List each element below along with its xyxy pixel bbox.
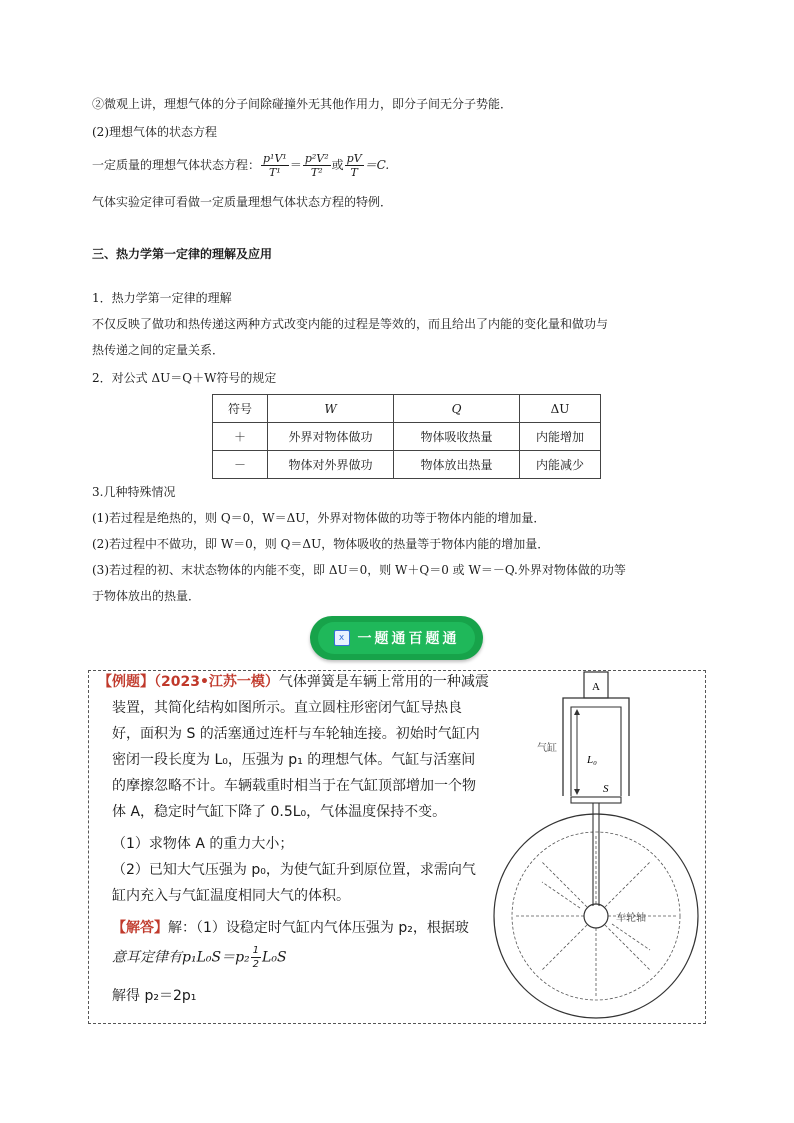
label-axle: 车轮轴 (616, 913, 646, 924)
example-text-1: 气体弹簧是车辆上常用的一种减震 (278, 674, 489, 690)
banner-icon: x (334, 630, 350, 646)
answer-tag: 【解答】 (112, 920, 168, 936)
gas-spring-diagram (480, 668, 704, 1022)
example-source: （2023•江苏一模） (154, 674, 279, 690)
answer-fraction-num: 1 (252, 945, 260, 956)
answer-line-2 (112, 944, 287, 971)
table-header-cell: ΔU (520, 395, 601, 423)
fraction-3 (345, 152, 364, 179)
section-banner (310, 616, 483, 660)
answer-eq-a: 意耳定律有p₁L₀S＝p₂ (112, 949, 250, 966)
banner-text: 一题通百题通 (357, 631, 460, 647)
equals-c: ＝C. (364, 158, 390, 172)
paragraph-1a: 不仅反映了做功和热传递这两种方式改变内能的过程是等效的，而且给出了内能的变化量和做功与 (92, 317, 609, 331)
question-2b: 缸内充入与气缸温度相同大气的体积。 (112, 888, 350, 904)
table-cell: 物体对外界做功 (268, 451, 394, 479)
table-header-cell: 符号 (213, 395, 268, 423)
l0-arrow-top (574, 709, 580, 715)
banner-inner (318, 622, 475, 654)
fraction-1 (261, 152, 289, 179)
intro-line-1: ②微观上讲，理想气体的分子间除碰撞外无其他作用力，即分子间无分子势能． (92, 97, 513, 111)
fraction-2-num: p²V² (304, 152, 329, 165)
state-equation (92, 152, 389, 179)
cylinder-outer (563, 698, 629, 796)
case-3b: 于物体放出的热量． (92, 589, 201, 603)
cylinder-inner (571, 707, 621, 796)
example-line-3: 好，面积为 S 的活塞通过连杆与车轮轴连接。初始时气缸内 (112, 726, 480, 742)
label-s: S (603, 783, 609, 795)
table-header-cell: W (268, 395, 394, 423)
table-cell: 物体放出热量 (394, 451, 520, 479)
piston (571, 797, 621, 803)
answer-fraction-den: 2 (252, 959, 260, 970)
answer-line-1 (112, 918, 469, 938)
example-line-5: 的摩擦忽略不计。车辆载重时相当于在气缸顶部增加一个物 (112, 778, 476, 794)
fraction-2 (303, 152, 331, 179)
example-line-6: 体 A，稳定时气缸下降了 0.5L₀，气体温度保持不变。 (112, 804, 447, 820)
table-row (213, 451, 601, 479)
fraction-1-den: T¹ (269, 166, 281, 179)
intro-line-4: 气体实验定律可看做一定质量理想气体状态方程的特例． (92, 195, 393, 209)
paragraph-1b: 热传递之间的定量关系． (92, 343, 225, 357)
example-tag: 【例题】 (98, 674, 154, 690)
fraction-3-num: pV (346, 152, 362, 165)
label-cylinder: 气缸 (537, 743, 557, 754)
table-cell: 物体吸收热量 (394, 423, 520, 451)
label-a: A (592, 681, 600, 693)
table-row (213, 423, 601, 451)
heading-3: 3.几种特殊情况 (92, 485, 176, 499)
table-cell: 外界对物体做功 (268, 423, 394, 451)
l0-arrow-bottom (574, 789, 580, 795)
table-cell: － (213, 451, 268, 479)
heading-1: 1．热力学第一定律的理解 (92, 291, 232, 305)
example-line-1 (98, 672, 489, 692)
question-1: （1）求物体 A 的重力大小； (112, 836, 294, 852)
fraction-2-den: T² (310, 166, 323, 179)
axle-hub (584, 904, 608, 928)
example-line-4: 密闭一段长度为 L₀，压强为 p₁ 的理想气体。气缸与活塞间 (112, 752, 476, 768)
fraction-3-den: T (350, 166, 358, 179)
table-cell: ＋ (213, 423, 268, 451)
sign-table (212, 394, 601, 479)
table-cell: 内能减少 (520, 451, 601, 479)
question-2a: （2）已知大气压强为 p₀，为使气缸升到原位置，求需向气 (112, 862, 476, 878)
answer-fraction (251, 944, 261, 971)
example-line-2: 装置，其简化结构如图所示。直立圆柱形密闭气缸导热良 (112, 700, 462, 716)
intro-heading-state-equation: (2)理想气体的状态方程 (92, 125, 217, 139)
section-title: 三、热力学第一定律的理解及应用 (92, 247, 273, 261)
case-2: (2)若过程中不做功，即 W＝0，则 Q＝ΔU，物体吸收的热量等于物体内能的增加量． (92, 537, 550, 551)
or-word: 或 (331, 158, 344, 172)
case-3a: (3)若过程的初、末状态物体的内能不变，即 ΔU＝0，则 W＋Q＝0 或 W＝－Q.外界对物体做的功等 (92, 563, 626, 577)
fraction-1-num: p¹V¹ (263, 152, 287, 165)
case-1: (1)若过程是绝热的，则 Q＝0，W＝ΔU，外界对物体做的功等于物体内能的增加量． (92, 511, 546, 525)
state-equation-prefix: 一定质量的理想气体状态方程： (92, 158, 261, 172)
label-l0: L₀ (587, 754, 597, 766)
answer-eq-b: L₀S (262, 949, 287, 966)
heading-2: 2．对公式 ΔU＝Q＋W符号的规定 (92, 371, 277, 385)
table-header-row (213, 395, 601, 423)
answer-text-1: 解：（1）设稳定时气缸内气体压强为 p₂，根据玻 (168, 920, 469, 936)
table-cell: 内能增加 (520, 423, 601, 451)
table-header-cell: Q (394, 395, 520, 423)
equals-sign: ＝ (289, 158, 302, 172)
answer-line-3: 解得 p₂＝2p₁ (112, 988, 197, 1004)
